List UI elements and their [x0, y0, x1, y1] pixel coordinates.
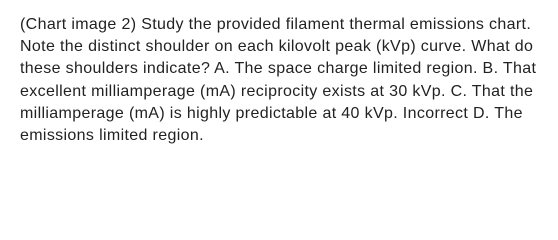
question-text: (Chart image 2) Study the provided filament thermal emissions chart. Note the distinct shoulder on each kilovolt peak (kVp) curve. What do these shoulders indicate? A. The space charge limited region. B. That excellent milliamperage (mA) reciprocity exists at 30 kVp. C. That the milliamperage (mA) is highly predictable at 40 kVp. Incorrect D. The emissions limited region. — [20, 16, 537, 145]
